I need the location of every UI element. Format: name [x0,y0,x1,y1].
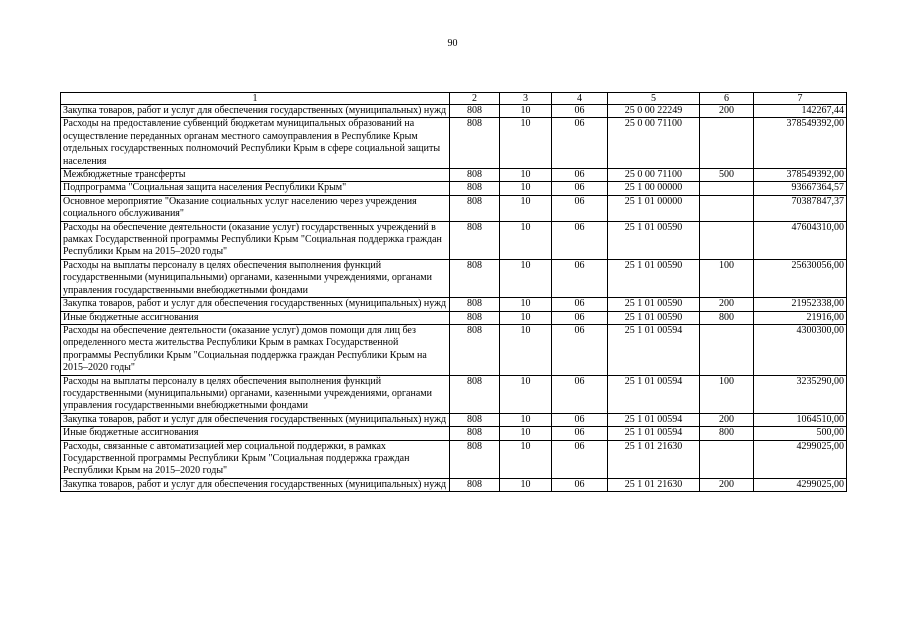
ministry-code-cell: 808 [450,427,500,440]
ministry-code-cell: 808 [450,118,500,169]
amount-cell: 25630056,00 [754,259,847,297]
subsection-code-cell: 06 [552,440,608,478]
ministry-code-cell: 808 [450,182,500,195]
table-row [61,259,847,297]
ministry-code-cell: 808 [450,195,500,221]
subsection-code-cell: 06 [552,118,608,169]
amount-cell: 21952338,00 [754,298,847,311]
ministry-code-cell: 808 [450,440,500,478]
subsection-code-cell: 06 [552,259,608,297]
expense-type-cell [700,118,754,169]
target-article-cell: 25 1 01 00594 [608,324,700,375]
subsection-code-cell: 06 [552,221,608,259]
section-code-cell: 10 [500,375,552,413]
expense-type-cell [700,182,754,195]
table-row [61,440,847,478]
section-code-cell: 10 [500,195,552,221]
row-name-cell: Расходы на обеспечение деятельности (оказание услуг) домов помощи для лиц без определенного места жительства Республики Крым в рамках Государственной программы Республики Крым "Социальная поддержка граждан Республики Крым на 2015–2020 годы" [61,324,450,375]
section-code-cell: 10 [500,440,552,478]
header-cell: 1 [61,93,450,105]
section-code-cell: 10 [500,324,552,375]
expense-type-cell [700,440,754,478]
section-code-cell: 10 [500,118,552,169]
section-code-cell: 10 [500,298,552,311]
section-code-cell: 10 [500,182,552,195]
section-code-cell: 10 [500,478,552,491]
row-name-cell: Межбюджетные трансферты [61,169,450,182]
subsection-code-cell: 06 [552,105,608,118]
target-article-cell: 25 0 00 71100 [608,169,700,182]
amount-cell: 4299025,00 [754,478,847,491]
header-row [61,93,847,105]
subsection-code-cell: 06 [552,195,608,221]
target-article-cell: 25 1 01 00590 [608,311,700,324]
subsection-code-cell: 06 [552,413,608,426]
ministry-code-cell: 808 [450,105,500,118]
table-row [61,298,847,311]
expense-type-cell: 100 [700,259,754,297]
ministry-code-cell: 808 [450,259,500,297]
row-name-cell: Расходы на выплаты персоналу в целях обеспечения выполнения функций государственными (муниципальными) органами, казенными учреждениями, органами управления государственными внебюджетными фондами [61,259,450,297]
subsection-code-cell: 06 [552,427,608,440]
table-row [61,105,847,118]
target-article-cell: 25 1 01 00594 [608,375,700,413]
row-name-cell: Расходы на выплаты персоналу в целях обеспечения выполнения функций государственными (муниципальными) органами, казенными учреждениями, органами управления государственными внебюджетными фондами [61,375,450,413]
row-name-cell: Закупка товаров, работ и услуг для обеспечения государственных (муниципальных) нужд [61,413,450,426]
subsection-code-cell: 06 [552,182,608,195]
section-code-cell: 10 [500,311,552,324]
ministry-code-cell: 808 [450,324,500,375]
amount-cell: 4300300,00 [754,324,847,375]
table-row [61,182,847,195]
expense-type-cell: 200 [700,298,754,311]
expense-type-cell: 800 [700,311,754,324]
amount-cell: 378549392,00 [754,118,847,169]
amount-cell: 3235290,00 [754,375,847,413]
expense-type-cell: 200 [700,478,754,491]
row-name-cell: Расходы на предоставление субвенций бюджетам муниципальных образований на осуществление переданных органам местного самоуправления в Республике Крым отдельных государственных полномочий Республики Крым в сфере социальной защиты населения [61,118,450,169]
expense-type-cell [700,195,754,221]
expense-type-cell [700,221,754,259]
amount-cell: 4299025,00 [754,440,847,478]
target-article-cell: 25 0 00 22249 [608,105,700,118]
table-row [61,324,847,375]
header-cell: 2 [450,93,500,105]
amount-cell: 378549392,00 [754,169,847,182]
amount-cell: 47604310,00 [754,221,847,259]
page-number: 90 [447,38,458,49]
table-row [61,375,847,413]
row-name-cell: Подпрограмма "Социальная защита населения Республики Крым" [61,182,450,195]
target-article-cell: 25 1 01 21630 [608,478,700,491]
ministry-code-cell: 808 [450,169,500,182]
subsection-code-cell: 06 [552,375,608,413]
subsection-code-cell: 06 [552,324,608,375]
ministry-code-cell: 808 [450,221,500,259]
target-article-cell: 25 1 00 00000 [608,182,700,195]
row-name-cell: Расходы на обеспечение деятельности (оказание услуг) государственных учреждений в рамках Государственной программы Республики Крым "Социальная поддержка граждан Республики Крым на 2015–2020 годы" [61,221,450,259]
section-code-cell: 10 [500,169,552,182]
header-cell: 6 [700,93,754,105]
section-code-cell: 10 [500,221,552,259]
section-code-cell: 10 [500,259,552,297]
target-article-cell: 25 1 01 00590 [608,259,700,297]
table-row [61,169,847,182]
target-article-cell: 25 1 01 00590 [608,221,700,259]
expense-type-cell: 800 [700,427,754,440]
table-row [61,413,847,426]
row-name-cell: Закупка товаров, работ и услуг для обеспечения государственных (муниципальных) нужд [61,478,450,491]
target-article-cell: 25 1 01 00590 [608,298,700,311]
subsection-code-cell: 06 [552,169,608,182]
table-row [61,427,847,440]
header-cell: 5 [608,93,700,105]
target-article-cell: 25 1 01 21630 [608,440,700,478]
row-name-cell: Иные бюджетные ассигнования [61,427,450,440]
amount-cell: 1064510,00 [754,413,847,426]
subsection-code-cell: 06 [552,478,608,491]
row-name-cell: Закупка товаров, работ и услуг для обеспечения государственных (муниципальных) нужд [61,298,450,311]
subsection-code-cell: 06 [552,311,608,324]
amount-cell: 500,00 [754,427,847,440]
ministry-code-cell: 808 [450,375,500,413]
section-code-cell: 10 [500,413,552,426]
table-row [61,221,847,259]
target-article-cell: 25 1 01 00594 [608,413,700,426]
amount-cell: 21916,00 [754,311,847,324]
section-code-cell: 10 [500,105,552,118]
expense-type-cell [700,324,754,375]
header-cell: 3 [500,93,552,105]
table-row [61,311,847,324]
table-row [61,118,847,169]
table-body [61,105,847,492]
ministry-code-cell: 808 [450,478,500,491]
target-article-cell: 25 1 01 00000 [608,195,700,221]
ministry-code-cell: 808 [450,413,500,426]
budget-table [60,92,847,492]
expense-type-cell: 100 [700,375,754,413]
header-cell: 7 [754,93,847,105]
ministry-code-cell: 808 [450,311,500,324]
expense-type-cell: 200 [700,105,754,118]
section-code-cell: 10 [500,427,552,440]
ministry-code-cell: 808 [450,298,500,311]
amount-cell: 93667364,57 [754,182,847,195]
table-row [61,195,847,221]
amount-cell: 70387847,37 [754,195,847,221]
table-row [61,478,847,491]
target-article-cell: 25 1 01 00594 [608,427,700,440]
row-name-cell: Иные бюджетные ассигнования [61,311,450,324]
subsection-code-cell: 06 [552,298,608,311]
amount-cell: 142267,44 [754,105,847,118]
expense-type-cell: 200 [700,413,754,426]
row-name-cell: Закупка товаров, работ и услуг для обеспечения государственных (муниципальных) нужд [61,105,450,118]
row-name-cell: Расходы, связанные с автоматизацией мер социальной поддержки, в рамках Государственной программы Республики Крым "Социальная поддержка граждан Республики Крым на 2015–2020 годы" [61,440,450,478]
target-article-cell: 25 0 00 71100 [608,118,700,169]
header-cell: 4 [552,93,608,105]
expense-type-cell: 500 [700,169,754,182]
row-name-cell: Основное мероприятие "Оказание социальных услуг населению через учреждения социального обслуживания" [61,195,450,221]
